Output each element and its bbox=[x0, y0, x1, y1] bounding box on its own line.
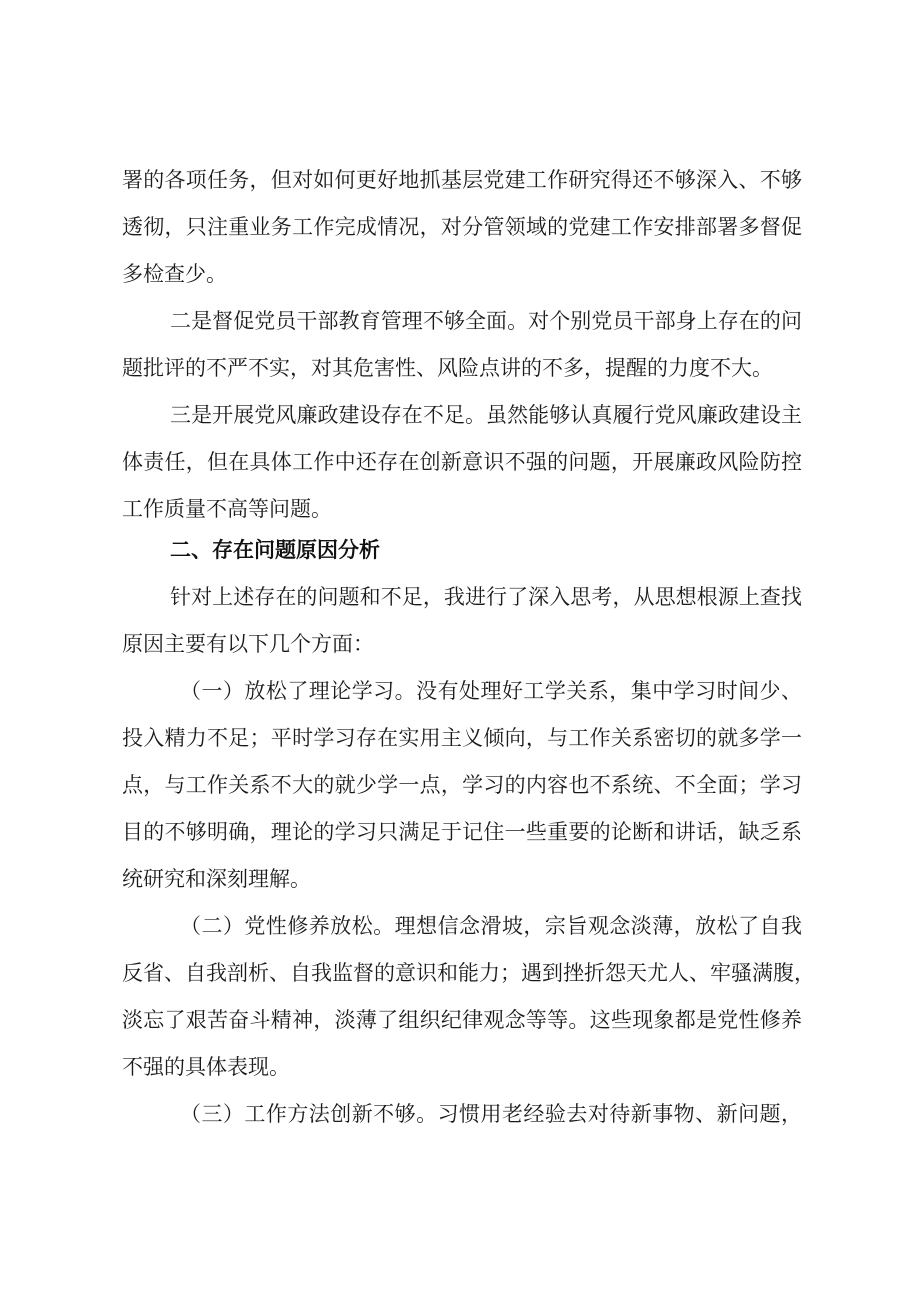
paragraph-6-line-2: 反省、自我剖析、自我监督的意识和能力；遇到挫折怨天尤人、牢骚满腹， bbox=[122, 961, 815, 985]
paragraph-1-line-3: 多检查少。 bbox=[122, 262, 227, 286]
paragraph-7-line-1: （三）工作方法创新不够。习惯用老经验去对待新事物、新问题， bbox=[180, 1102, 802, 1126]
paragraph-2-line-2: 题批评的不严不实，对其危害性、风险点讲的不多，提醒的力度不大。 bbox=[122, 356, 773, 380]
paragraph-5-line-2: 投入精力不足；平时学习存在实用主义倾向，与工作关系密切的就多学一 bbox=[122, 726, 802, 750]
paragraph-5-line-3: 点，与工作关系不大的就少学一点，学习的内容也不系统、不全面；学习 bbox=[122, 773, 802, 797]
paragraph-1-line-1: 署的各项任务，但对如何更好地抓基层党建工作研究得还不够深入、不够 bbox=[122, 168, 802, 192]
paragraph-6-line-4: 不强的具体表现。 bbox=[122, 1055, 290, 1079]
paragraph-3-line-3: 工作质量不高等问题。 bbox=[122, 497, 332, 521]
paragraph-6-line-1: （二）党性修养放松。理想信念滑坡，宗旨观念淡薄，放松了自我 bbox=[180, 914, 802, 938]
paragraph-6-line-3: 淡忘了艰苦奋斗精神，淡薄了组织纪律观念等等。这些现象都是党性修养 bbox=[122, 1008, 802, 1032]
paragraph-5-line-1: （一）放松了理论学习。没有处理好工学关系，集中学习时间少、 bbox=[180, 679, 802, 703]
paragraph-4-line-2: 原因主要有以下几个方面： bbox=[122, 632, 374, 656]
section-heading: 二、存在问题原因分析 bbox=[170, 538, 380, 562]
paragraph-5-line-4: 目的不够明确，理论的学习只满足于记住一些重要的论断和讲话，缺乏系 bbox=[122, 820, 802, 844]
paragraph-4-line-1: 针对上述存在的问题和不足，我进行了深入思考，从思想根源上查找 bbox=[170, 585, 802, 609]
paragraph-2-line-1: 二是督促党员干部教育管理不够全面。对个别党员干部身上存在的问 bbox=[170, 309, 802, 333]
paragraph-3-line-1: 三是开展党风廉政建设存在不足。虽然能够认真履行党风廉政建设主 bbox=[170, 403, 802, 427]
paragraph-5-line-5: 统研究和深刻理解。 bbox=[122, 867, 311, 891]
paragraph-1-line-2: 透彻，只注重业务工作完成情况，对分管领域的党建工作安排部署多督促 bbox=[122, 215, 802, 239]
paragraph-3-line-2: 体责任，但在具体工作中还存在创新意识不强的问题，开展廉政风险防控 bbox=[122, 450, 802, 474]
